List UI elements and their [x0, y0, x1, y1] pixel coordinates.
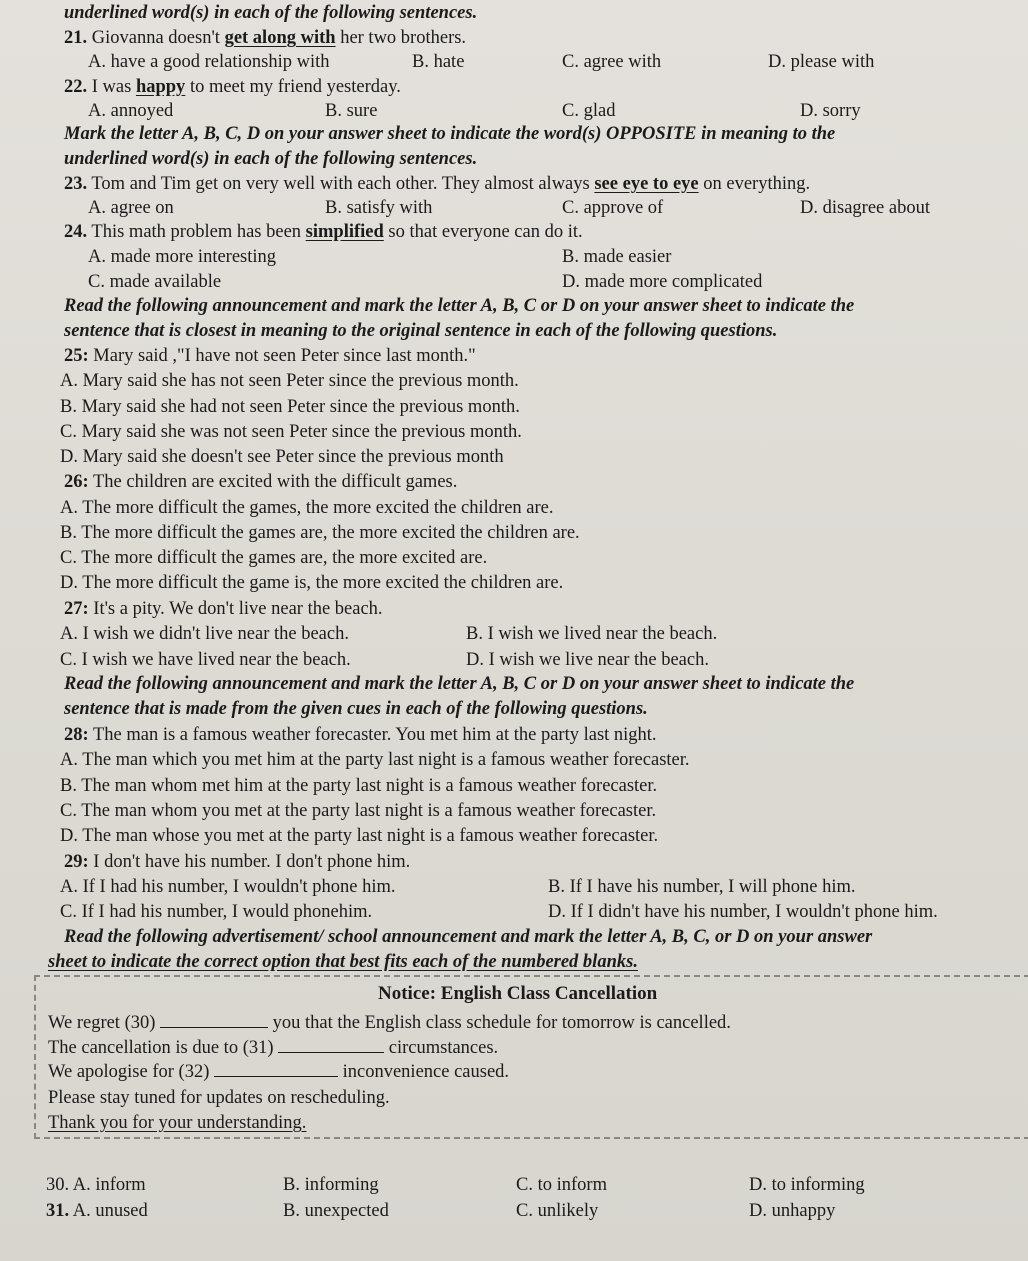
- question-text: This math problem has been: [91, 222, 302, 242]
- notice-text: The cancellation is due to (31): [48, 1038, 274, 1058]
- notice-text: We apologise for (32): [48, 1062, 210, 1082]
- question-number: 29:: [64, 852, 89, 872]
- question-number: 27:: [64, 599, 89, 619]
- notice-line-4: Please stay tuned for updates on rescheduling.: [48, 1088, 390, 1108]
- option-c: C. made available: [88, 272, 222, 292]
- option-b: B. sure: [325, 101, 378, 121]
- instruction-closest-2: sentence that is closest in meaning to the original sentence in each of the following questions.: [64, 321, 778, 341]
- option-a: A. I wish we didn't live near the beach.: [60, 624, 349, 644]
- underlined-phrase: simplified: [305, 222, 384, 242]
- option-b: B. made easier: [562, 247, 672, 267]
- option-c: C. to inform: [516, 1175, 607, 1195]
- option-c: C. I wish we have lived near the beach.: [60, 650, 351, 670]
- question-number: 26:: [64, 472, 89, 492]
- option-a: A. have a good relationship with: [88, 52, 330, 72]
- option-d: D. The man whose you met at the party last night is a famous weather forecaster.: [60, 826, 659, 846]
- blank-30: [160, 1012, 268, 1028]
- option-c: C. If I had his number, I would phonehim.: [60, 902, 373, 922]
- notice-line-2: [48, 1037, 498, 1059]
- question-number: 23.: [64, 174, 88, 194]
- notice-line-1: [48, 1012, 731, 1034]
- instruction-cues-2: sentence that is made from the given cues in each of the following questions.: [64, 699, 648, 719]
- question-24: [64, 221, 583, 243]
- option-b: B. I wish we lived near the beach.: [466, 624, 718, 644]
- option-a: A. unused: [72, 1201, 148, 1221]
- option-d: D. disagree about: [800, 198, 930, 218]
- notice-line-3: [48, 1061, 509, 1083]
- instruction-closest-1: Read the following announcement and mark the letter A, B, C or D on your answer sheet to indicate the: [64, 296, 855, 316]
- option-b: B. Mary said she had not seen Peter since the previous month.: [60, 397, 520, 417]
- question-number: 22.: [64, 77, 88, 97]
- instruction-text: sheet to indicate the correct option that best fits each of the numbered blanks.: [48, 952, 638, 972]
- notice-line-5: [48, 1112, 306, 1134]
- question-text: I don't have his number. I don't phone him.: [93, 852, 411, 872]
- question-text: to meet my friend yesterday.: [189, 77, 401, 97]
- question-28: [64, 724, 657, 746]
- question-number: 25:: [64, 346, 89, 366]
- option-a: A. inform: [72, 1175, 146, 1195]
- question-text: her two brothers.: [340, 28, 467, 48]
- option-a: A. annoyed: [88, 101, 174, 121]
- option-b: B. satisfy with: [325, 198, 433, 218]
- question-text: Tom and Tim get on very well with each other. They almost always: [91, 174, 590, 194]
- option-b: B. If I have his number, I will phone him.: [548, 877, 856, 897]
- underlined-phrase: happy: [135, 77, 186, 97]
- option-c: C. unlikely: [516, 1201, 599, 1221]
- option-a: A. Mary said she has not seen Peter since the previous month.: [60, 371, 519, 391]
- option-d: D. made more complicated: [562, 272, 763, 292]
- question-text: I was: [91, 77, 132, 97]
- question-text: The man is a famous weather forecaster. You met him at the party last night.: [92, 725, 657, 745]
- option-c: C. The more difficult the games are, the more excited are.: [60, 548, 488, 568]
- instruction-opposite-1: Mark the letter A, B, C, D on your answer sheet to indicate the word(s) OPPOSITE in meaning to the: [64, 124, 836, 144]
- instruction-blanks-1: Read the following advertisement/ school announcement and mark the letter A, B, C, or D on your answer: [64, 927, 873, 947]
- option-a: A. The more difficult the games, the more excited the children are.: [60, 498, 554, 518]
- question-31: [46, 1200, 148, 1222]
- notice-text: you that the English class schedule for tomorrow is cancelled.: [272, 1013, 731, 1033]
- option-c: C. Mary said she was not seen Peter since the previous month.: [60, 422, 522, 442]
- question-text: Giovanna doesn't: [91, 28, 220, 48]
- option-a: A. agree on: [88, 198, 174, 218]
- notice-title: Notice: English Class Cancellation: [378, 983, 658, 1004]
- option-d: D. I wish we live near the beach.: [466, 650, 709, 670]
- question-22: [64, 76, 401, 98]
- option-d: D. Mary said she doesn't see Peter since the previous month: [60, 447, 504, 467]
- instruction-blanks-2: [48, 951, 638, 973]
- option-c: C. The man whom you met at the party last night is a famous weather forecaster.: [60, 801, 657, 821]
- underlined-phrase: get along with: [224, 28, 336, 48]
- question-text: It's a pity. We don't live near the beach.: [93, 599, 383, 619]
- option-d: D. If I didn't have his number, I wouldn't phone him.: [548, 902, 938, 922]
- option-d: D. to informing: [749, 1175, 865, 1195]
- option-c: C. glad: [562, 101, 616, 121]
- question-29: [64, 851, 410, 873]
- question-number: 28:: [64, 725, 89, 745]
- notice-text: Thank you for your understanding.: [48, 1113, 307, 1133]
- option-c: C. approve of: [562, 198, 664, 218]
- question-number: 24.: [64, 222, 88, 242]
- option-c: C. agree with: [562, 52, 662, 72]
- option-d: D. please with: [768, 52, 875, 72]
- option-a: A. If I had his number, I wouldn't phone him.: [60, 877, 396, 897]
- option-b: B. The more difficult the games are, the more excited the children are.: [60, 523, 580, 543]
- option-a: A. The man which you met him at the party last night is a famous weather forecaster.: [60, 750, 690, 770]
- question-30: [46, 1174, 146, 1196]
- question-text: The children are excited with the difficult games.: [92, 472, 458, 492]
- question-text: so that everyone can do it.: [388, 222, 583, 242]
- question-text: Mary said ,"I have not seen Peter since last month.": [93, 346, 476, 366]
- option-b: B. informing: [283, 1175, 379, 1195]
- notice-text: We regret (30): [48, 1013, 156, 1033]
- question-number: 30.: [46, 1175, 70, 1195]
- underlined-phrase: see eye to eye: [594, 174, 699, 194]
- notice-text: inconvenience caused.: [342, 1062, 510, 1082]
- blank-32: [214, 1061, 338, 1077]
- option-d: D. sorry: [800, 101, 861, 121]
- question-26: [64, 471, 457, 493]
- option-b: B. hate: [412, 52, 465, 72]
- instruction-cues-1: Read the following announcement and mark the letter A, B, C or D on your answer sheet to indicate the: [64, 674, 855, 694]
- option-a: A. made more interesting: [88, 247, 277, 267]
- blank-31: [278, 1037, 384, 1053]
- instruction-opposite-2: underlined word(s) in each of the following sentences.: [64, 149, 478, 169]
- option-d: D. unhappy: [749, 1201, 836, 1221]
- question-number: 31.: [46, 1201, 70, 1221]
- notice-text: circumstances.: [388, 1038, 499, 1058]
- instruction-1-end: underlined word(s) in each of the following sentences.: [64, 3, 478, 23]
- question-27: [64, 598, 383, 620]
- question-23: [64, 173, 810, 195]
- question-21: [64, 27, 466, 49]
- option-b: B. unexpected: [283, 1201, 389, 1221]
- option-d: D. The more difficult the game is, the more excited the children are.: [60, 573, 564, 593]
- question-text: on everything.: [703, 174, 811, 194]
- option-b: B. The man whom met him at the party last night is a famous weather forecaster.: [60, 776, 658, 796]
- question-25: [64, 345, 476, 367]
- question-number: 21.: [64, 28, 88, 48]
